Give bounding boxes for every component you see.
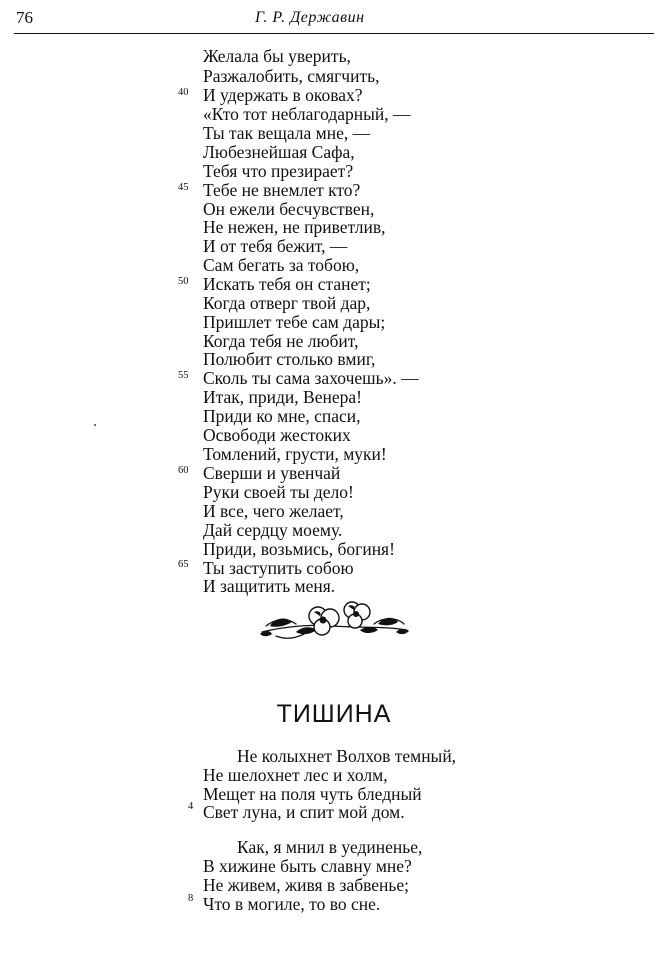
verse-line: Любезнейшая Сафа, bbox=[203, 142, 355, 162]
verse-line: И удержать в оковах? bbox=[203, 85, 363, 105]
line-number: 4 bbox=[188, 801, 194, 812]
line-number: 55 bbox=[178, 370, 189, 381]
verse-line: Не колыхнет Волхов темный, bbox=[237, 746, 457, 766]
line-number: 60 bbox=[178, 465, 189, 476]
verse-line: Тебя что презирает? bbox=[203, 161, 354, 181]
verse-line: Когда тебя не любит, bbox=[203, 331, 359, 351]
line-number: 40 bbox=[178, 87, 189, 98]
line-number: 45 bbox=[178, 182, 189, 193]
header-rule bbox=[14, 33, 654, 34]
verse-line: Тебе не внемлет кто? bbox=[203, 180, 361, 200]
verse-line: Итак, приди, Венера! bbox=[203, 387, 362, 407]
floral-ornament-icon bbox=[256, 596, 412, 642]
verse-line: Искать тебя он станет; bbox=[203, 274, 371, 294]
running-head: Г. Р. Державин bbox=[255, 9, 365, 26]
verse-line: Желала бы уверить, bbox=[203, 46, 351, 66]
verse-line: Дай сердцу моему. bbox=[203, 520, 343, 540]
line-number: 50 bbox=[178, 276, 189, 287]
line-number: 65 bbox=[178, 559, 189, 570]
verse-line: Не шелохнет лес и холм, bbox=[203, 765, 388, 785]
verse-line: Ты заступить собою bbox=[203, 558, 354, 578]
verse-line: Приди ко мне, спаси, bbox=[203, 406, 361, 426]
verse-line: Свет луна, и спит мой дом. bbox=[203, 802, 405, 822]
verse-line: И от тебя бежит, — bbox=[203, 236, 348, 256]
verse-line: И защитить меня. bbox=[203, 576, 336, 596]
verse-line: Сколь ты сама захочешь». — bbox=[203, 368, 419, 388]
verse-line: Руки своей ты дело! bbox=[203, 482, 354, 502]
verse-line: В хижине быть славну мне? bbox=[203, 856, 412, 876]
verse-line: Освободи жестоких bbox=[203, 425, 351, 445]
verse-line: Пришлет тебе сам дары; bbox=[203, 312, 386, 332]
verse-line: Ты так вещала мне, — bbox=[203, 123, 371, 143]
verse-line: Полюбит столько вмиг, bbox=[203, 349, 376, 369]
verse-line: «Кто тот неблагодарный, — bbox=[203, 104, 411, 124]
verse-line: Когда отверг твой дар, bbox=[203, 293, 371, 313]
verse-line: Сверши и увенчай bbox=[203, 463, 341, 483]
verse-line: Не нежен, не приветлив, bbox=[203, 217, 386, 237]
print-speck bbox=[94, 424, 96, 426]
verse-line: Сам бегать за тобою, bbox=[203, 255, 360, 275]
verse-line: Как, я мнил в уединенье, bbox=[237, 837, 423, 857]
page-number: 76 bbox=[16, 8, 33, 27]
verse-line: Что в могиле, то во сне. bbox=[203, 894, 381, 914]
poem-title: ТИШИНА bbox=[276, 700, 392, 728]
line-number: 8 bbox=[188, 893, 194, 904]
verse-line: Приди, возьмись, богиня! bbox=[203, 539, 395, 559]
verse-line: И все, чего желает, bbox=[203, 501, 344, 521]
verse-line: Мещет на поля чуть бледный bbox=[203, 784, 422, 804]
verse-line: Он ежели бесчувствен, bbox=[203, 199, 375, 219]
verse-line: Разжалобить, смягчить, bbox=[203, 66, 380, 86]
verse-line: Не живем, живя в забвенье; bbox=[203, 875, 410, 895]
verse-line: Томлений, грусти, муки! bbox=[203, 444, 387, 464]
